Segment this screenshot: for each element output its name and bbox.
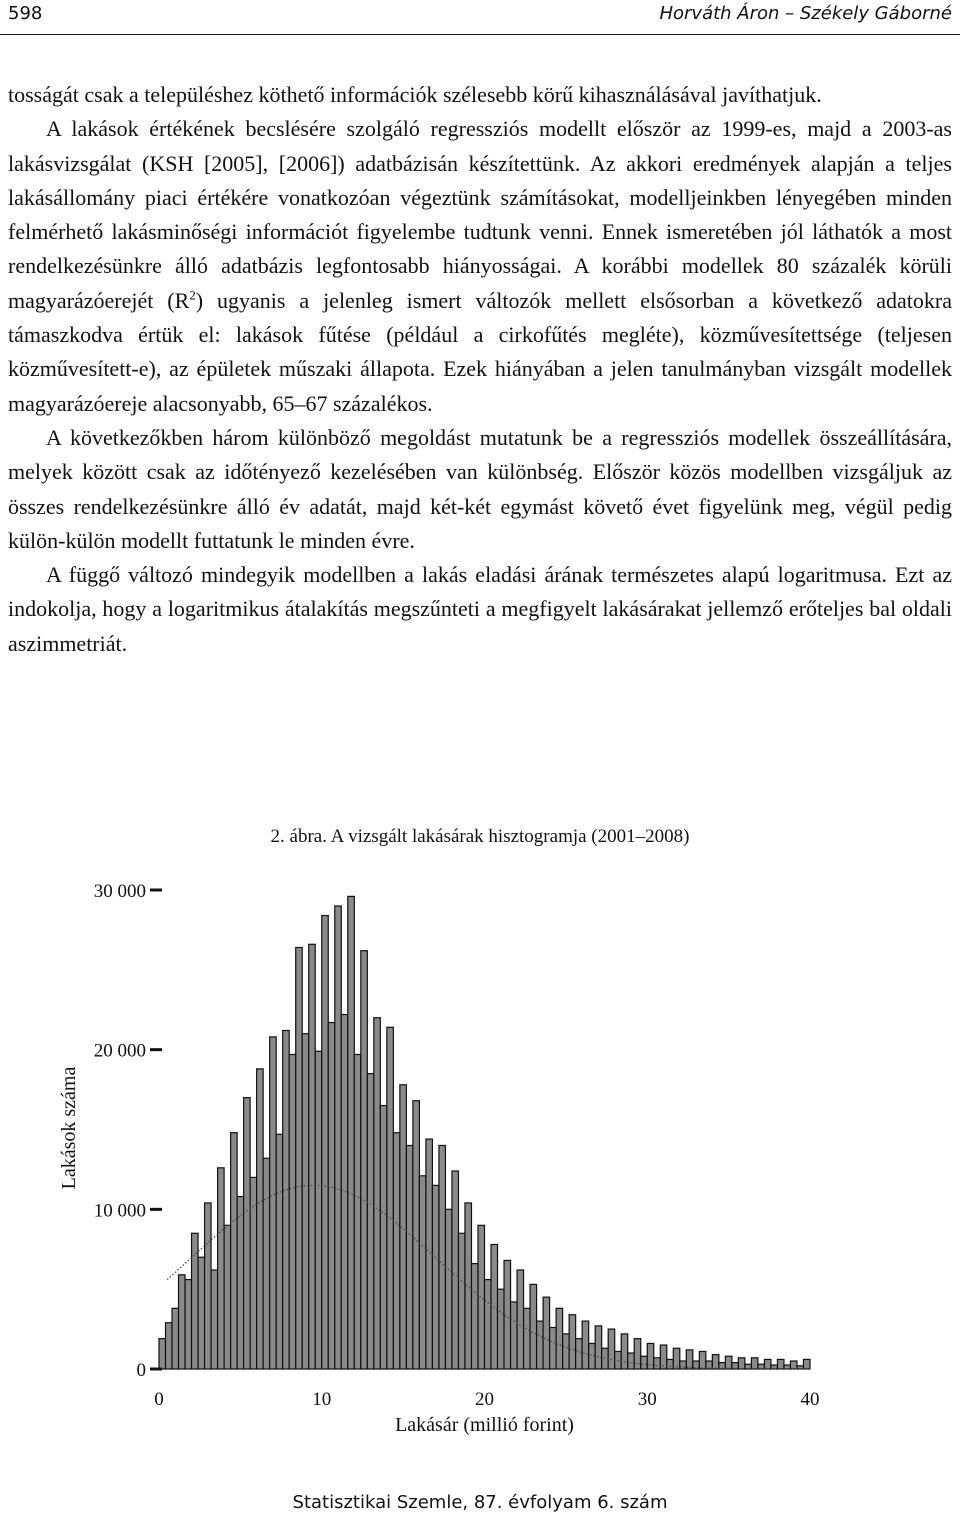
histogram-bar [263,1158,270,1369]
histogram-bar [341,1015,348,1369]
histogram-bar [452,1171,459,1369]
histogram-chart [0,860,960,1460]
histogram-bar [680,1361,687,1369]
histogram-bar [257,1069,264,1369]
histogram-bar [387,1027,394,1369]
histogram-bar [205,1203,212,1369]
x-tick-label: 20 [475,1389,494,1410]
histogram-bar [380,1106,387,1369]
histogram-bar [231,1133,238,1369]
histogram-bar [198,1257,205,1369]
page-number: 598 [8,3,43,24]
histogram-bar [550,1327,557,1369]
histogram-bar [367,1074,374,1369]
histogram-bar [628,1353,635,1369]
superscript: 2 [189,287,196,303]
histogram-bar [556,1308,563,1369]
histogram-bar [498,1289,505,1369]
histogram-bar [686,1350,693,1369]
histogram-bar [504,1260,511,1369]
histogram-bar [393,1133,400,1369]
histogram-bar [361,951,368,1369]
histogram-bar [218,1168,225,1369]
body-text [8,78,952,661]
histogram-bar [563,1334,570,1369]
histogram-bar [445,1209,452,1369]
x-tick-label: 10 [312,1389,332,1410]
histogram-bar [439,1145,446,1369]
histogram-bar [465,1203,472,1369]
histogram-svg [0,860,960,1460]
histogram-bar [511,1302,518,1369]
running-header [0,0,960,35]
histogram-bar [654,1358,661,1369]
histogram-bar [667,1359,674,1369]
histogram-bar [576,1339,583,1369]
histogram-bar [608,1329,615,1369]
histogram-bar [478,1225,485,1369]
y-tick-label: 0 [136,1360,146,1381]
histogram-bar [159,1339,166,1369]
histogram-bar [803,1359,810,1369]
histogram-bar [315,1051,322,1369]
histogram-bar [524,1308,531,1369]
paragraph: A következőkben három különböző megoldást mutatunk be a regressziós modellek összeállítására, melyek között csak az időtényező kezelésében van különbség. Először közös modellben vizsgáljuk az összes rendelkezésünkre álló év adatát, majd két-két egymást követő évet figyelünk meg, végül pedig külön-külön modellt futtatunk le minden évre. [8,424,952,553]
histogram-bar [673,1348,680,1369]
histogram-bar [419,1176,426,1369]
histogram-bar [530,1284,537,1369]
histogram-bar [517,1270,524,1369]
histogram-bar [777,1359,784,1369]
histogram-bar [289,1054,296,1369]
x-tick-label: 0 [154,1389,164,1410]
histogram-bar [172,1308,179,1369]
histogram-bar [348,896,355,1369]
y-tick-label: 10 000 [93,1200,146,1222]
histogram-bar [354,1054,361,1369]
histogram-bar [309,944,316,1369]
histogram-bar [790,1361,797,1369]
histogram-bar [751,1358,758,1369]
histogram-bar [192,1233,199,1369]
histogram-bar [237,1197,244,1369]
histogram-bar [335,906,342,1369]
histogram-bar [569,1315,576,1369]
histogram-bar [302,1034,309,1369]
running-footer: Statisztikai Szemle, 87. évfolyam 6. szám [292,1492,668,1513]
histogram-bar [471,1264,478,1369]
figure-number: 2. ábra. [270,826,327,847]
histogram-bar [224,1225,231,1369]
histogram-bar [185,1280,192,1369]
paragraph-part: ) ugyanis a jelenleg ismert változók mellett elsősorban a következő adatokra támaszkodva értük el: lakások fűtése (például a cirkofűtés megléte), közművesítettsége (teljesen közművesített-e), az épületek műszaki állapota. Ezek hiányában a jelen tanulmányban vizsgált modellek magyarázóereje alacsonyabb, 65–67 százalékos. [8,287,952,416]
histogram-bar [458,1233,465,1369]
y-axis-label: Lakások száma [58,1066,80,1190]
histogram-bar [432,1185,439,1369]
histogram-bar [322,916,329,1369]
histogram-bar [595,1326,602,1369]
histogram-bar [270,1037,277,1369]
figure-title: A vizsgált lakásárak hisztogramja (2001–2008) [330,826,690,847]
histogram-bar [582,1321,589,1369]
histogram-bar [491,1244,498,1369]
histogram-bar [426,1139,433,1369]
x-tick-label: 40 [800,1389,820,1410]
running-header-authors: Horváth Áron – Székely Gáborné [659,3,952,24]
histogram-bar [621,1334,628,1369]
histogram-bar [166,1323,173,1369]
x-tick-label: 30 [637,1389,657,1410]
histogram-bar [211,1270,218,1369]
histogram-bar [244,1098,251,1369]
histogram-bar [537,1321,544,1369]
histogram-bar [699,1351,706,1369]
histogram-bar [413,1101,420,1369]
histogram-bar [764,1359,771,1369]
histogram-bar [725,1356,732,1369]
histogram-bar [543,1297,550,1369]
histogram-bar [738,1358,745,1369]
paragraph [8,112,952,421]
paragraph: A függő változó mindegyik modellben a lakás eladási árának természetes alapú logaritmusa. Ezt az indokolja, hogy a logaritmikus átalakítás megszűnteti a megfigyelt lakásárakat jellemző erőteljes bal oldali aszimmetriát. [8,562,952,656]
figure-caption [0,826,960,848]
x-axis-label: Lakásár (millió forint) [395,1414,574,1436]
histogram-bar [634,1339,641,1369]
histogram-bar [485,1280,492,1369]
histogram-bar [406,1145,413,1369]
histogram-bar [328,1023,335,1369]
y-tick-label: 20 000 [93,1040,146,1062]
y-tick-label: 30 000 [93,881,146,902]
histogram-bar [276,1134,283,1369]
histogram-bar [374,1018,381,1369]
histogram-bar [179,1275,186,1369]
paragraph: tosságát csak a településhez köthető információk szélesebb körű kihasználásával javíthatjuk. [8,82,822,107]
paragraph-part: A lakások értékének becslésére szolgáló regressziós modellt először az 1999-es, majd a 2003-as lakásvizsgálat (KSH [2005], [2006]) adatbázisán készítettünk. Az akkori eredmények alapján a teljes lakásállomány piaci értékére vonatkozóan végeztünk számításokat, modelljeinkben lényegében minden felmérhető lakásminőségi információt figyelembe tudtunk venni. Ennek ismeretében jól láthatók a most rendelkezésünkre álló adatbázis legfontosabb hiányosságai. A korábbi modellek 80 százalék körüli magyarázóerejét (R [8,116,952,313]
histogram-bar [712,1355,719,1369]
histogram-bar [296,947,303,1369]
histogram-bar [283,1031,290,1369]
histogram-bar [641,1356,648,1369]
